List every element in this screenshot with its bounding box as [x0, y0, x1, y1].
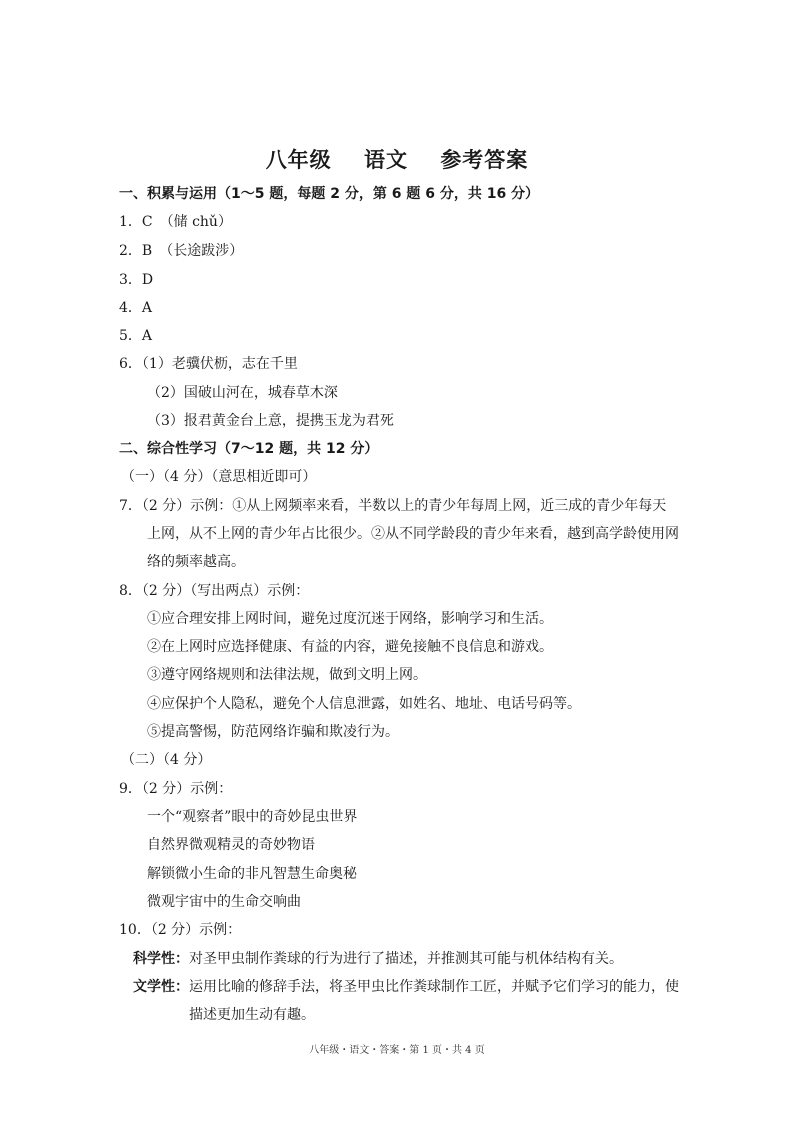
literature-label: 文学性：: [133, 979, 189, 995]
science-text: 对圣甲虫制作粪球的行为进行了描述，并推测其可能与机体结构有关。: [189, 951, 623, 967]
answer-q10-line1: 10．（2 分）示例：: [119, 922, 242, 938]
literature-text-2: 描述更加生动有趣。: [189, 1007, 315, 1023]
answer-q6-3: （3）报君黄金台上意，提携玉龙为君死: [147, 413, 394, 429]
section1-heading: 一、积累与运用（1～5 题，每题 2 分，第 6 题 6 分，共 16 分）: [119, 186, 540, 202]
answer-q8-item: ⑤提高警惕，防范网络诈骗和欺凌行为。: [147, 724, 399, 740]
page-title: [0, 144, 794, 174]
answer-q8-item: ②在上网时应选择健康、有益的内容，避免接触不良信息和游戏。: [147, 639, 553, 655]
answer-q4: 4．A: [119, 300, 153, 316]
science-label: 科学性：: [133, 951, 189, 967]
answer-q8-item: ①应合理安排上网时间，避免过度沉迷于网络，影响学习和生活。: [147, 611, 553, 627]
answer-q8-line1: 8．（2 分）（写出两点）示例：: [119, 583, 310, 599]
answer-q10-literature: [133, 977, 679, 997]
answer-q9-item: 解锁微小生命的非凡智慧生命奥秘: [147, 866, 357, 882]
answer-q8-item: ③遵守网络规则和法律法规，做到文明上网。: [147, 667, 427, 683]
answer-q9-line1: 9．（2 分）示例：: [119, 781, 233, 797]
literature-text-1: 运用比喻的修辞手法，将圣甲虫比作粪球制作工匠，并赋予它们学习的能力，使: [189, 979, 679, 995]
answer-q6-1: 6．（1）老骥伏枥，志在千里: [119, 356, 298, 372]
answer-q7-line3: 络的频率越高。: [147, 554, 245, 570]
answer-q9-item: 一个“观察者”眼中的奇妙昆虫世界: [147, 809, 358, 825]
answer-q6-2: （2）国破山河在，城春草木深: [147, 385, 338, 401]
answer-q5: 5．A: [119, 328, 153, 344]
part2-label: （二）（4 分）: [121, 752, 212, 768]
answer-q3: 3．D: [119, 272, 154, 288]
answer-q10-science: [133, 949, 623, 969]
answer-q7-line2: 上网，从不上网的青少年占比很少。②从不同学龄段的青少年来看，越到高学龄使用网: [147, 526, 679, 542]
answer-q1: 1．C （储 chǔ）: [119, 214, 232, 230]
title-grade: 八年级: [265, 148, 332, 172]
answer-q9-item: 自然界微观精灵的奇妙物语: [147, 837, 315, 853]
answer-q2: 2．B （长途跋涉）: [119, 243, 244, 259]
page-footer: 八年级・语文・答案・第 1 页・共 4 页: [309, 1045, 485, 1056]
title-subject: 语文: [364, 148, 408, 172]
answer-q9-item: 微观宇宙中的生命交响曲: [147, 894, 301, 910]
section2-heading: 二、综合性学习（7～12 题，共 12 分）: [119, 441, 379, 457]
answer-q7-line1: 7．（2 分）示例：①从上网频率来看，半数以上的青少年每周上网，近三成的青少年每天: [119, 498, 667, 514]
part1-label: （一）（4 分）（意思相近即可）: [121, 469, 317, 485]
title-answer-key: 参考答案: [440, 148, 529, 172]
answer-q8-item: ④应保护个人隐私，避免个人信息泄露，如姓名、地址、电话号码等。: [147, 696, 581, 712]
